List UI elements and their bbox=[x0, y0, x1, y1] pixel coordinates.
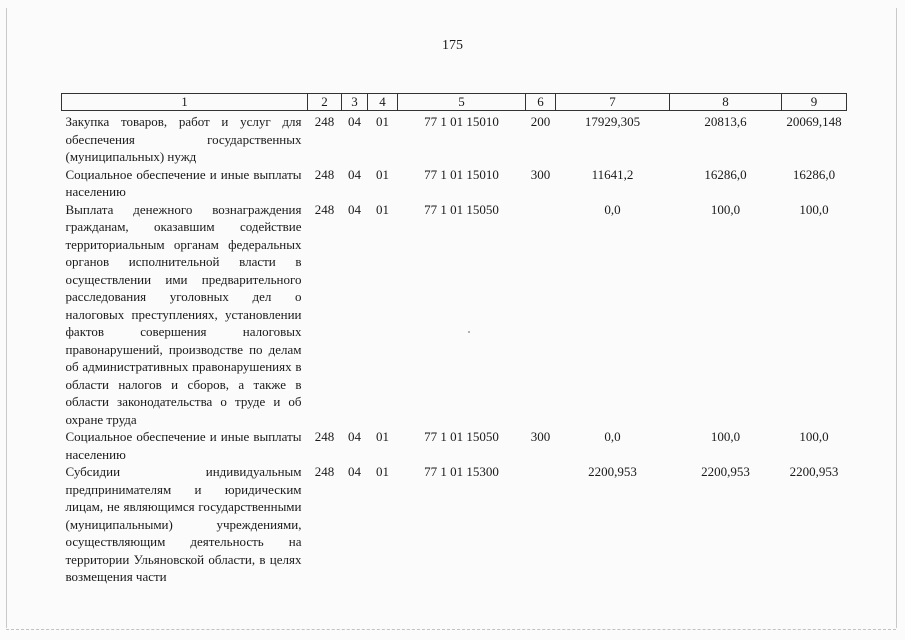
table-row bbox=[62, 111, 847, 166]
col-header-1: 1 bbox=[62, 94, 308, 111]
cell-subsection: 01 bbox=[376, 114, 389, 129]
cell-amount-col8: 100,0 bbox=[710, 201, 741, 217]
cell-subsection: 01 bbox=[376, 166, 389, 182]
cell-amount-col7: 11641,2 bbox=[591, 166, 634, 182]
row-description: Социальное обеспечение и иные выплаты населению bbox=[65, 429, 302, 462]
cell-expense-type: 200 bbox=[530, 114, 551, 129]
cell-expense-type bbox=[526, 201, 556, 429]
cell-amount-col9: 20069,148 bbox=[786, 114, 842, 129]
page-bottom-edge bbox=[6, 629, 896, 630]
cell-admin-code: 248 bbox=[314, 429, 335, 444]
cell-admin-code: 248 bbox=[314, 201, 335, 217]
col-header-7: 7 bbox=[556, 94, 670, 111]
page-number: 175 bbox=[442, 38, 463, 53]
col-header-5: 5 bbox=[398, 94, 526, 111]
col-header-8: 8 bbox=[670, 94, 782, 111]
cell-amount-col8: 2200,953 bbox=[701, 464, 750, 479]
cell-target-article: 77 1 01 15010 bbox=[424, 114, 499, 129]
cell-admin-code: 248 bbox=[314, 464, 335, 479]
cell-section: 04 bbox=[348, 464, 361, 479]
cell-amount-col7: 0,0 bbox=[604, 429, 621, 444]
cell-subsection: 01 bbox=[376, 464, 389, 479]
row-description: Субсидии индивидуальным предпринимателям и юридическим лицам, не являющимся государственными (муниципальными) учреждениями, осуществляющим деятельность на территории Ульяновской области, в целях возмещения части bbox=[65, 464, 302, 584]
col-header-6: 6 bbox=[526, 94, 556, 111]
cell-admin-code: 248 bbox=[314, 166, 335, 182]
cell-amount-col9: 100,0 bbox=[799, 201, 829, 217]
cell-section: 04 bbox=[348, 429, 361, 444]
cell-expense-type bbox=[526, 463, 556, 586]
budget-table bbox=[61, 93, 847, 586]
cell-section: 04 bbox=[348, 166, 361, 182]
table-row bbox=[62, 201, 847, 429]
cell-amount-col7: 17929,305 bbox=[584, 114, 641, 129]
cell-amount-col9: 100,0 bbox=[799, 429, 829, 444]
cell-amount-col8: 20813,6 bbox=[704, 114, 747, 129]
cell-target-article: 77 1 01 15010 bbox=[424, 166, 499, 182]
cell-expense-type: 300 bbox=[530, 166, 551, 182]
header-row bbox=[62, 94, 847, 111]
col-header-3: 3 bbox=[342, 94, 368, 111]
col-header-4: 4 bbox=[368, 94, 398, 111]
row-description: Выплата денежного вознаграждения гражданам, оказавшим содействие территориальным органам федеральных органов исполнительной власти в осуществлении ими предварительного расследования уголовных дел о налоговых преступлениях, установлении фактов совершения налоговых правонарушений, производстве по делам об административных правонарушениях в области налогов и сборов, а также в области законодательства о труде и об охране труда bbox=[65, 201, 302, 427]
cell-target-article: 77 1 01 15050 bbox=[424, 201, 499, 217]
table-row bbox=[62, 166, 847, 201]
cell-subsection: 01 bbox=[376, 429, 389, 444]
cell-subsection: 01 bbox=[376, 201, 389, 217]
cell-amount-col7: 0,0 bbox=[604, 201, 621, 217]
col-header-2: 2 bbox=[308, 94, 342, 111]
cell-section: 04 bbox=[348, 114, 361, 129]
cell-amount-col7: 2200,953 bbox=[588, 464, 637, 479]
cell-amount-col8: 16286,0 bbox=[704, 166, 747, 182]
cell-target-article: 77 1 01 15050 bbox=[424, 429, 499, 444]
cell-amount-col9: 2200,953 bbox=[789, 464, 839, 479]
cell-expense-type: 300 bbox=[530, 429, 551, 444]
row-description: Закупка товаров, работ и услуг для обеспечения государственных (муниципальных) нужд bbox=[65, 114, 302, 164]
cell-amount-col8: 100,0 bbox=[710, 429, 741, 444]
row-description: Социальное обеспечение и иные выплаты населению bbox=[65, 166, 302, 199]
cell-admin-code: 248 bbox=[314, 114, 335, 129]
cell-target-article: 77 1 01 15300 bbox=[424, 464, 499, 479]
cell-amount-col9: 16286,0 bbox=[792, 166, 836, 182]
col-header-9: 9 bbox=[782, 94, 847, 111]
table-row bbox=[62, 428, 847, 463]
table-row bbox=[62, 463, 847, 586]
cell-section: 04 bbox=[348, 201, 361, 217]
